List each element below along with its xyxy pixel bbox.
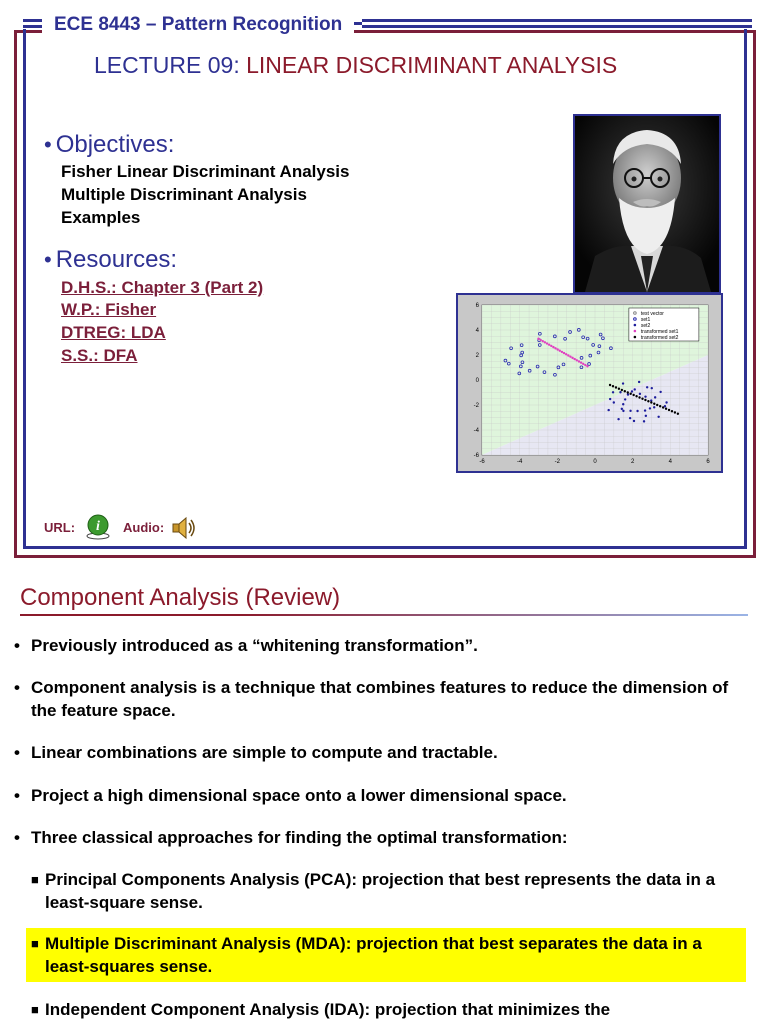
header-rule-left: [23, 19, 43, 29]
x-tick-label: 0: [593, 459, 597, 465]
transformed-set2-point: [647, 400, 649, 402]
transformed-set1-point: [537, 338, 539, 340]
transformed-set1-point: [548, 344, 550, 346]
transformed-set1-point: [556, 348, 558, 350]
transformed-set1-point: [584, 364, 586, 366]
transformed-set1-point: [582, 363, 584, 365]
sub-list-item-highlighted: ■ Multiple Discriminant Analysis (MDA): projection that best separates the data in a least-squares sense.: [31, 934, 702, 976]
transformed-set2-point: [641, 398, 643, 400]
list-item: • Linear combinations are simple to compute and tractable.: [14, 743, 498, 762]
set2-point: [609, 398, 611, 400]
lecture-number: LECTURE 09:: [94, 52, 247, 78]
transformed-set1-point: [546, 342, 548, 344]
transformed-set2-point: [621, 389, 623, 391]
y-tick-label: -2: [473, 403, 479, 409]
set2-point: [634, 388, 636, 390]
y-tick-label: 0: [475, 378, 479, 384]
x-tick-label: -4: [516, 459, 523, 465]
audio-label: Audio:: [123, 520, 165, 535]
transformed-set2-point: [612, 385, 614, 387]
transformed-set1-point: [561, 351, 563, 353]
legend-label: transformed set2: [640, 335, 679, 341]
course-title: ECE 8443 – Pattern Recognition: [42, 10, 354, 40]
set2-point: [627, 393, 629, 395]
transformed-set1-point: [571, 357, 573, 359]
set2-point: [638, 381, 640, 383]
transformed-set2-point: [644, 399, 646, 401]
y-tick-label: 4: [475, 328, 479, 334]
transformed-set2-point: [671, 410, 673, 412]
set2-point: [643, 420, 645, 422]
set2-point: [621, 408, 623, 410]
transformed-set1-point: [586, 365, 588, 367]
lda-scatter-chart: [456, 293, 723, 473]
x-tick-label: 6: [706, 459, 710, 465]
set2-point: [617, 418, 619, 420]
transformed-set1-point: [573, 358, 575, 360]
transformed-set2-point: [624, 390, 626, 392]
set2-point: [607, 409, 609, 411]
set2-point: [622, 403, 624, 405]
legend-label: transformed set1: [640, 329, 679, 335]
set2-point: [631, 390, 633, 392]
transformed-set1-point: [563, 352, 565, 354]
transformed-set1-point: [550, 345, 552, 347]
objectives-heading: • Objectives:: [44, 131, 175, 158]
transformed-set1-point: [569, 355, 571, 357]
set2-point: [653, 406, 655, 408]
x-tick-label: 4: [668, 459, 673, 465]
set2-point: [649, 407, 651, 409]
set2-point: [644, 409, 646, 411]
lecture-title: [94, 52, 617, 79]
objective-item: Fisher Linear Discriminant Analysis: [61, 162, 350, 181]
header-rule-right: [362, 19, 752, 29]
transformed-set1-point: [542, 340, 544, 342]
objective-item: Examples: [61, 208, 141, 227]
y-tick-label: -6: [473, 453, 479, 459]
set2-point: [622, 410, 624, 412]
legend-label: set1: [640, 317, 651, 323]
resource-link-wp-fisher[interactable]: W.P.: Fisher: [61, 300, 157, 319]
set2-point: [612, 391, 614, 393]
transformed-set1-point: [539, 339, 541, 341]
transformed-set2-point: [677, 413, 679, 415]
svg-text:i: i: [96, 519, 100, 534]
set2-point: [645, 415, 647, 417]
list-item: • Previously introduced as a “whitening transformation”.: [14, 636, 478, 655]
list-item: • Component analysis is a technique that combines features to reduce the dimension of the feature space.: [14, 678, 729, 720]
transformed-set2-point: [638, 396, 640, 398]
bullet-dot: •: [44, 132, 52, 157]
resources-heading: • Resources:: [44, 246, 178, 273]
set2-point: [624, 398, 626, 400]
resource-link-dtreg-lda[interactable]: DTREG: LDA: [61, 323, 166, 342]
set2-point: [646, 386, 648, 388]
transformed-set1-point: [559, 350, 561, 352]
set2-point: [613, 401, 615, 403]
bullet-dot: •: [44, 247, 52, 272]
transformed-set2-point: [656, 404, 658, 406]
set2-point: [654, 396, 656, 398]
set2-point: [629, 417, 631, 419]
transformed-set2-point: [615, 386, 617, 388]
list-item: • Project a high dimensional space onto a lower dimensional space.: [14, 786, 567, 805]
transformed-set1-point: [567, 354, 569, 356]
info-icon[interactable]: [86, 514, 110, 540]
transformed-set1-point: [552, 346, 554, 348]
transformed-set2-point: [674, 411, 676, 413]
legend-marker: [634, 336, 637, 339]
transformed-set2-point: [635, 395, 637, 397]
sub-list-item: ■ Principal Components Analysis (PCA): projection that best represents the data in a least-square sense.: [31, 870, 716, 912]
list-item: • Three classical approaches for finding the optimal transformation:: [14, 828, 568, 847]
set2-point: [619, 391, 621, 393]
transformed-set1-point: [580, 361, 582, 363]
objective-item: Multiple Discriminant Analysis: [61, 185, 307, 204]
transformed-set1-point: [576, 359, 578, 361]
slide-title: Component Analysis (Review): [20, 584, 341, 611]
set2-point: [644, 395, 646, 397]
transformed-set2-point: [650, 401, 652, 403]
transformed-set2-point: [618, 388, 620, 390]
transformed-set1-point: [565, 353, 567, 355]
transformed-set2-point: [627, 391, 629, 393]
legend-marker: [634, 324, 637, 327]
y-tick-label: 6: [475, 303, 479, 309]
transformed-set2-point: [668, 409, 670, 411]
transformed-set1-point: [544, 341, 546, 343]
url-label: URL:: [44, 520, 76, 535]
speaker-icon[interactable]: [171, 516, 197, 540]
x-tick-label: -2: [554, 459, 561, 465]
transformed-set2-point: [609, 384, 611, 386]
transformed-set2-point: [665, 408, 667, 410]
title-underline: [20, 614, 748, 616]
resource-link-ss-dfa[interactable]: S.S.: DFA: [61, 346, 138, 365]
x-tick-label: -6: [479, 459, 485, 465]
transformed-set1-point: [578, 360, 580, 362]
x-tick-label: 2: [630, 459, 635, 465]
transformed-set2-point: [630, 393, 632, 395]
legend-marker: [634, 330, 637, 333]
transformed-set2-point: [659, 405, 661, 407]
y-tick-label: 2: [475, 353, 479, 359]
lda-scatter-svg: [458, 295, 721, 471]
legend-label: test vector: [640, 311, 664, 317]
transformed-set1-point: [554, 347, 556, 349]
set2-point: [636, 410, 638, 412]
y-tick-label: -4: [473, 428, 479, 434]
transformed-set2-point: [653, 403, 655, 405]
set2-point: [629, 410, 631, 412]
set2-point: [633, 420, 635, 422]
resource-link-dhs[interactable]: D.H.S.: Chapter 3 (Part 2): [61, 278, 264, 297]
set2-point: [639, 393, 641, 395]
set2-point: [657, 416, 659, 418]
set2-point: [659, 391, 661, 393]
lecture-topic: LINEAR DISCRIMINANT ANALYSIS: [246, 52, 618, 78]
transformed-set2-point: [662, 406, 664, 408]
sub-list-item: ■ Independent Component Analysis (IDA): projection that minimizes the: [31, 1000, 611, 1019]
transformed-set2-point: [632, 394, 634, 396]
set2-point: [665, 401, 667, 403]
set2-point: [651, 387, 653, 389]
legend-label: set2: [640, 323, 651, 329]
fisher-portrait: [573, 114, 721, 294]
set2-point: [622, 382, 624, 384]
